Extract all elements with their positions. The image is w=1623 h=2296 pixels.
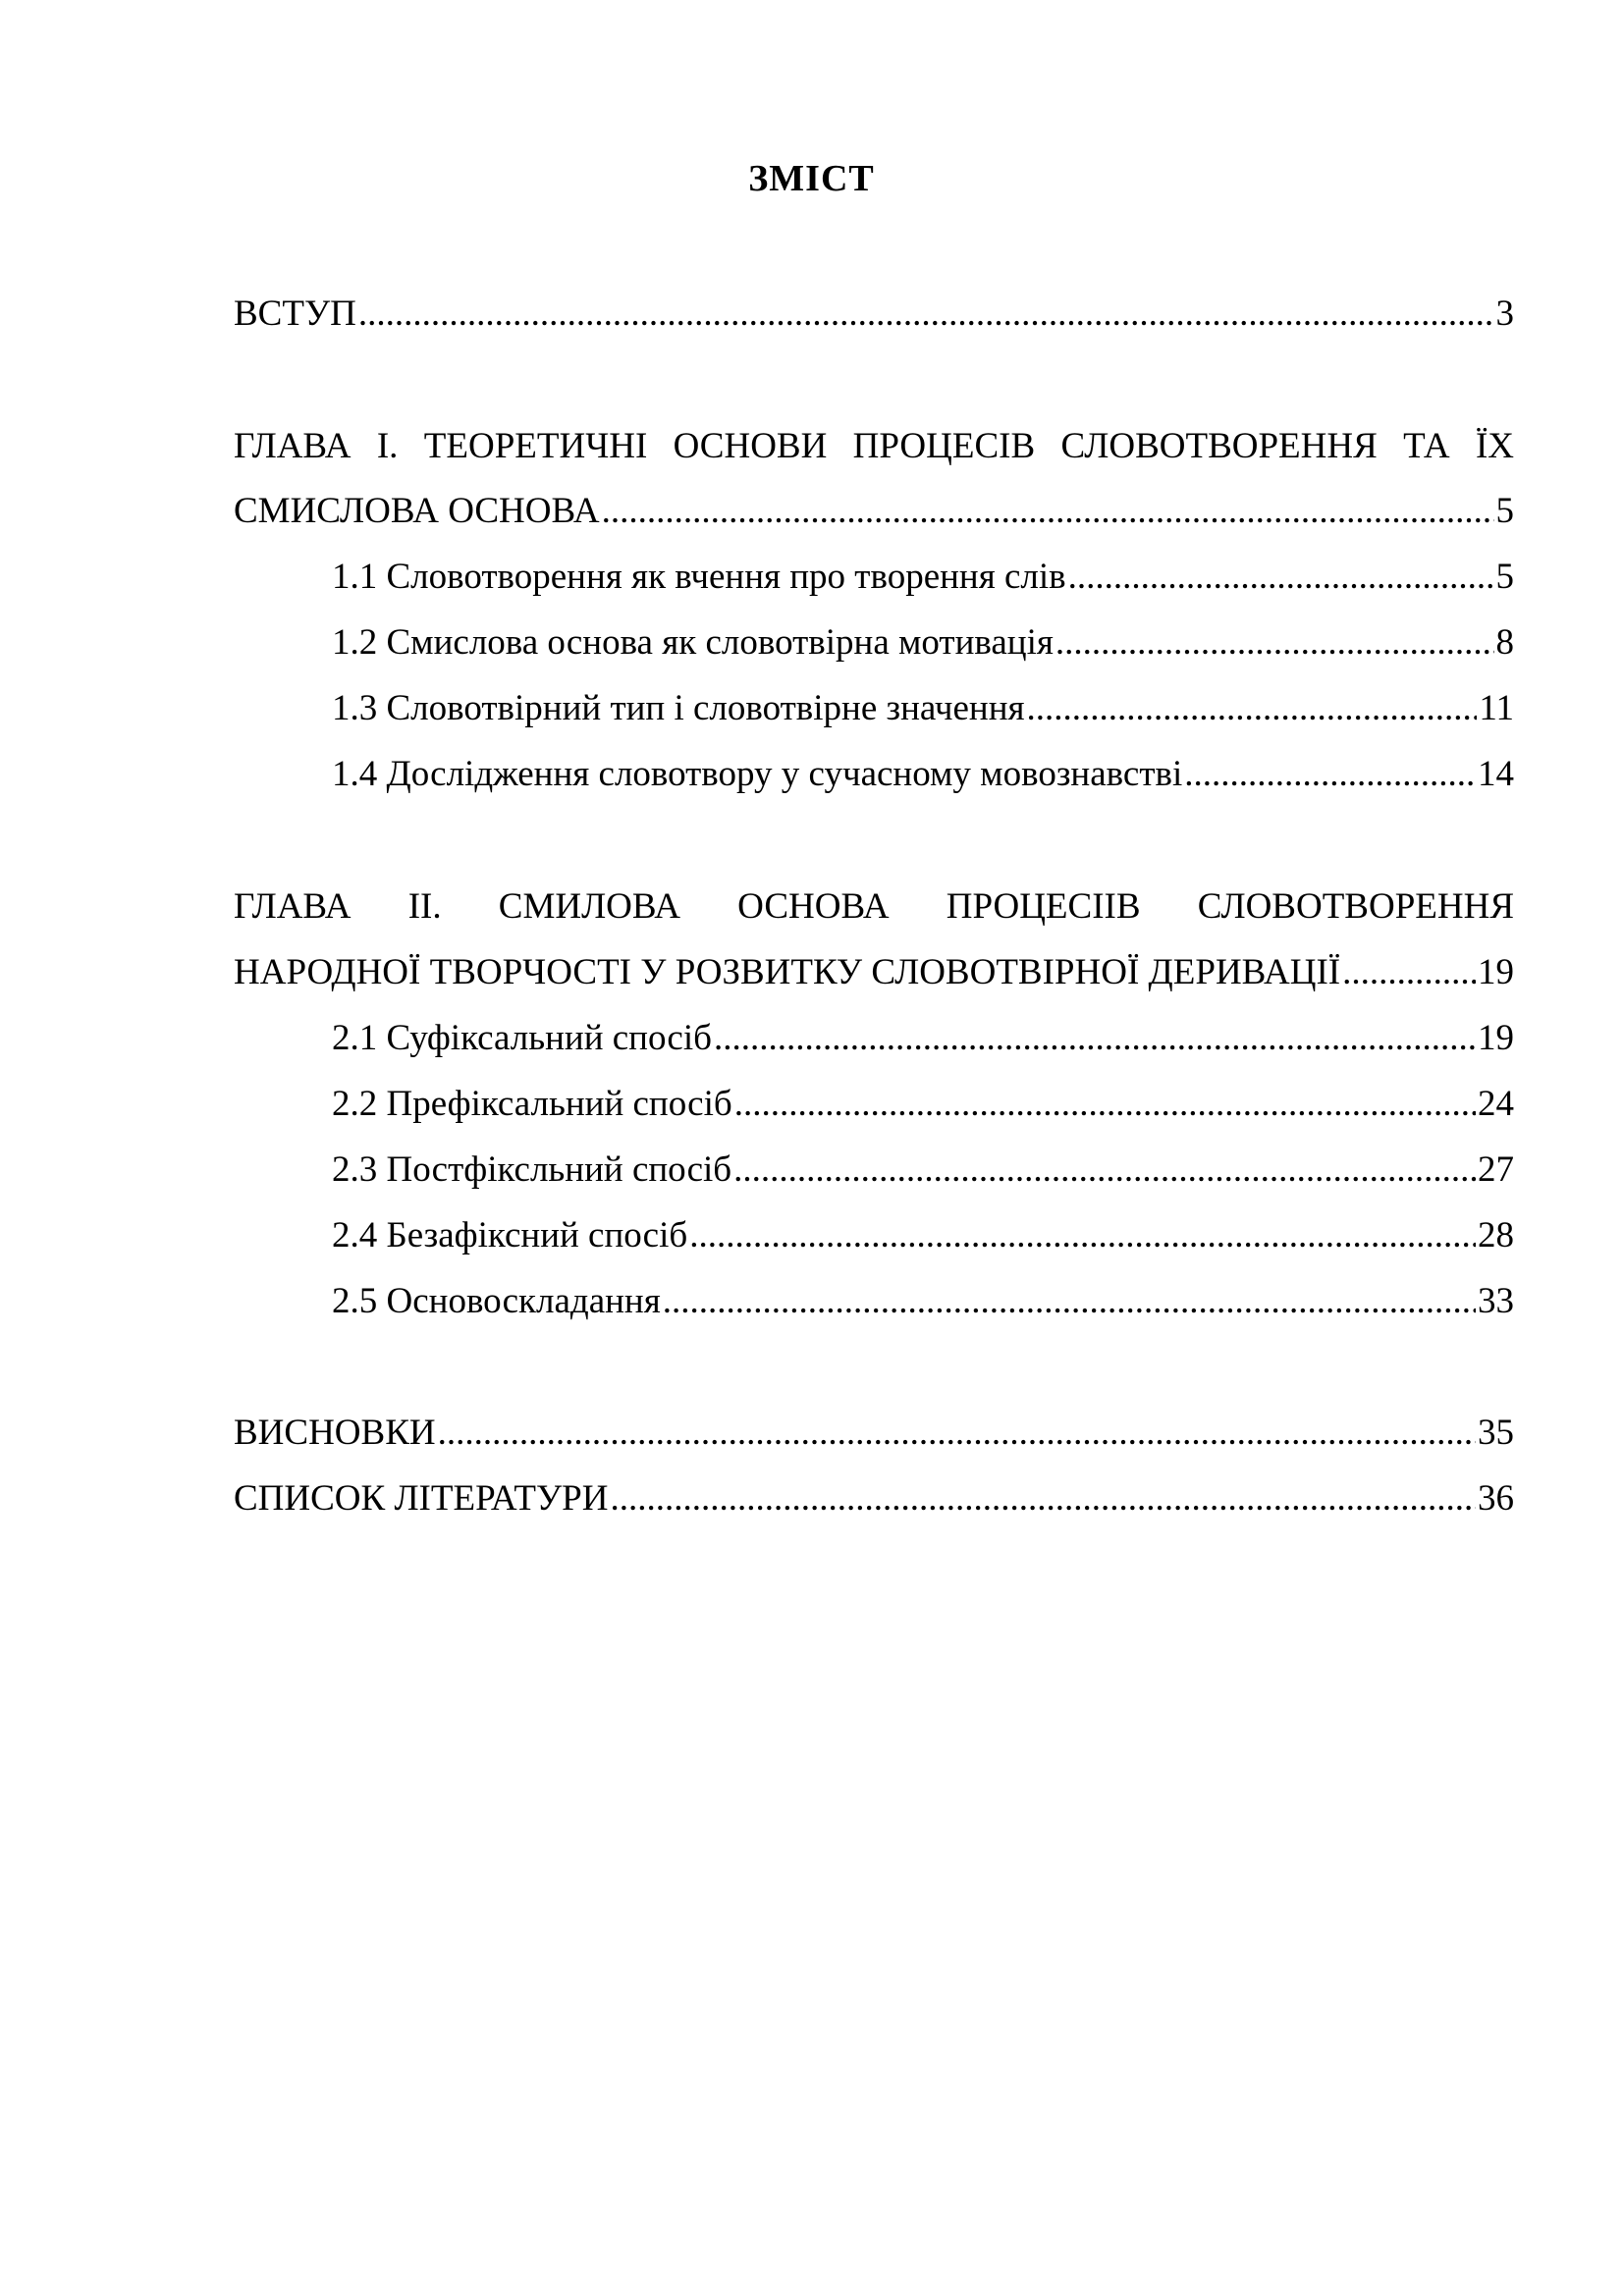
toc-entry-intro[interactable] bbox=[234, 291, 1514, 338]
toc-entry-label: 2.2 Префіксальний спосіб bbox=[332, 1084, 732, 1124]
toc-entry-label: 1.3 Словотвірний тип і словотвірне значення bbox=[332, 688, 1025, 728]
toc-entry-page: 14 bbox=[1478, 754, 1514, 794]
toc-entry-page: 8 bbox=[1495, 622, 1514, 663]
toc-entry-page: 5 bbox=[1495, 557, 1514, 597]
toc-entry-page: 19 bbox=[1478, 1018, 1514, 1058]
toc-chapter-2-line1[interactable]: ГЛАВА ІІ. СМИЛОВА ОСНОВА ПРОЦЕСІІВ СЛОВОТВОРЕННЯ bbox=[234, 886, 1514, 927]
dot-leader bbox=[1027, 685, 1478, 732]
dot-leader bbox=[1184, 751, 1476, 798]
toc-entry-page: 33 bbox=[1478, 1281, 1514, 1321]
toc-entry-1-3[interactable] bbox=[332, 685, 1514, 732]
dot-leader bbox=[1342, 949, 1476, 996]
toc-entry-2-5[interactable] bbox=[332, 1278, 1514, 1325]
dot-leader bbox=[689, 1212, 1476, 1259]
dot-leader bbox=[714, 1015, 1476, 1062]
dot-leader bbox=[1055, 619, 1494, 667]
dot-leader bbox=[1068, 554, 1494, 601]
toc-entry-label: ВИСНОВКИ bbox=[234, 1413, 436, 1453]
toc-entry-label: СПИСОК ЛІТЕРАТУРИ bbox=[234, 1478, 609, 1519]
toc-entry-label: СМИСЛОВА ОСНОВА bbox=[234, 491, 600, 531]
dot-leader bbox=[733, 1147, 1476, 1194]
toc-chapter-1-line1[interactable]: ГЛАВА І. ТЕОРЕТИЧНІ ОСНОВИ ПРОЦЕСІВ СЛОВОТВОРЕННЯ ТА ЇХ bbox=[234, 426, 1514, 466]
toc-entry-label: ВСТУП bbox=[234, 294, 356, 334]
toc-entry-page: 3 bbox=[1495, 294, 1514, 334]
toc-entry-page: 28 bbox=[1478, 1215, 1514, 1255]
toc-entry-1-1[interactable] bbox=[332, 554, 1514, 601]
toc-entry-conclusions[interactable] bbox=[234, 1410, 1514, 1457]
toc-entry-page: 27 bbox=[1478, 1149, 1514, 1190]
toc-entry-2-4[interactable] bbox=[332, 1212, 1514, 1259]
dot-leader bbox=[610, 1475, 1476, 1522]
dot-leader bbox=[602, 488, 1494, 535]
toc-entry-page: 11 bbox=[1479, 688, 1514, 728]
toc-entry-label: 2.1 Суфіксальний спосіб bbox=[332, 1018, 712, 1058]
toc-entry-page: 24 bbox=[1478, 1084, 1514, 1124]
dot-leader bbox=[358, 291, 1494, 338]
toc-entry-1-4[interactable] bbox=[332, 751, 1514, 798]
page-title: ЗМІСТ bbox=[748, 158, 875, 199]
toc-entry-page: 36 bbox=[1478, 1478, 1514, 1519]
toc-entry-label: 2.5 Основоскладання bbox=[332, 1281, 661, 1321]
toc-entry-label: 1.1 Словотворення як вчення про творення слів bbox=[332, 557, 1066, 597]
toc-entry-label: 2.4 Безафіксний спосіб bbox=[332, 1215, 688, 1255]
toc-entry-page: 35 bbox=[1478, 1413, 1514, 1453]
toc-entry-chapter-1[interactable] bbox=[234, 488, 1514, 535]
dot-leader bbox=[734, 1081, 1476, 1128]
toc-entry-page: 5 bbox=[1495, 491, 1514, 531]
toc-entry-2-2[interactable] bbox=[332, 1081, 1514, 1128]
toc-entry-2-3[interactable] bbox=[332, 1147, 1514, 1194]
toc-entry-label: 1.4 Дослідження словотвору у сучасному мовознавстві bbox=[332, 754, 1183, 794]
toc-entry-page: 19 bbox=[1478, 952, 1514, 992]
toc-entry-1-2[interactable] bbox=[332, 619, 1514, 667]
toc-entry-chapter-2[interactable] bbox=[234, 949, 1514, 996]
toc-entry-2-1[interactable] bbox=[332, 1015, 1514, 1062]
toc-entry-label: НАРОДНОЇ ТВОРЧОСТІ У РОЗВИТКУ СЛОВОТВІРНОЇ ДЕРИВАЦІЇ bbox=[234, 952, 1341, 992]
dot-leader bbox=[438, 1410, 1476, 1457]
toc-entry-label: 2.3 Постфіксльний спосіб bbox=[332, 1149, 732, 1190]
toc-entry-label: 1.2 Смислова основа як словотвірна мотивація bbox=[332, 622, 1054, 663]
dot-leader bbox=[663, 1278, 1476, 1325]
toc-entry-references[interactable] bbox=[234, 1475, 1514, 1522]
